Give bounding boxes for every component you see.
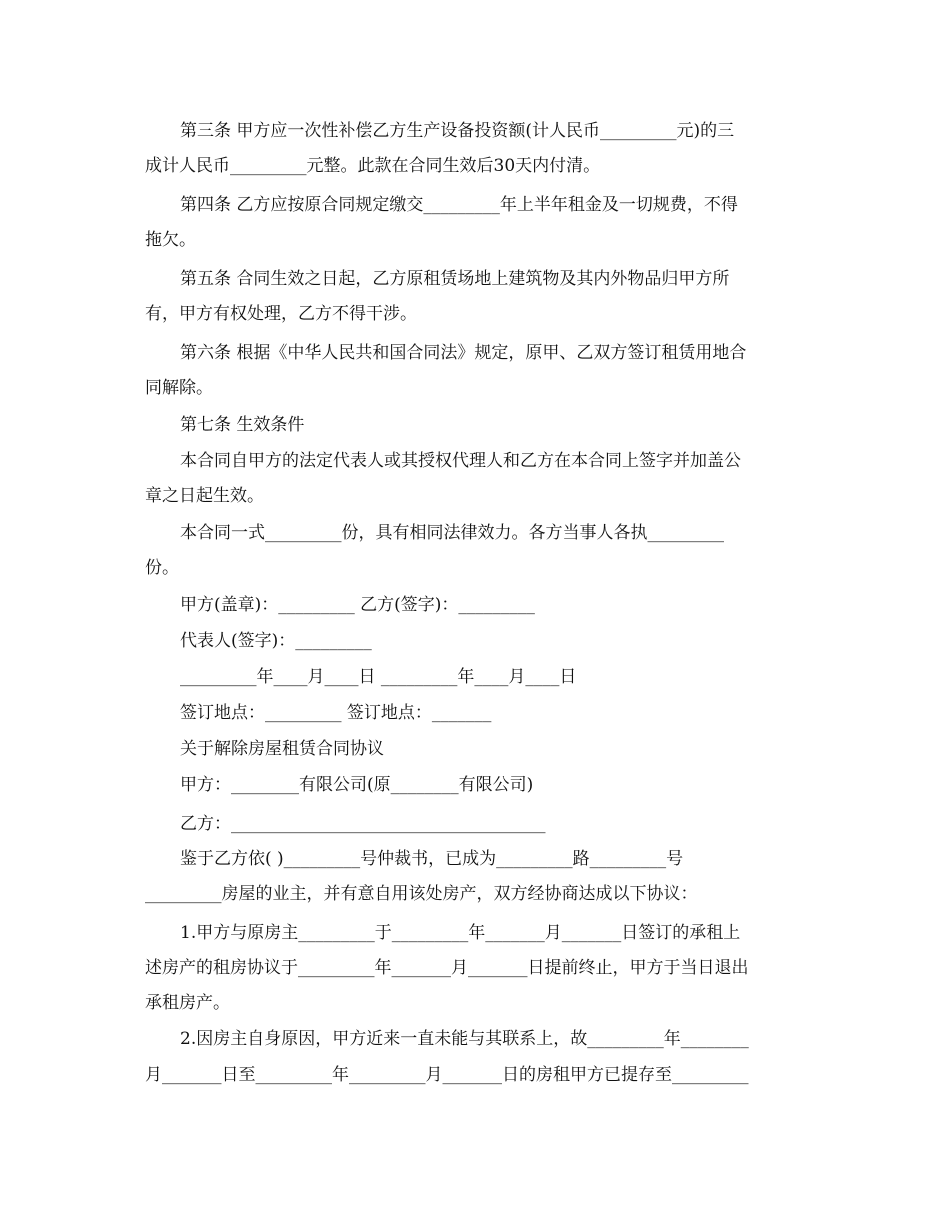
recital-line-1 — [0, 844, 950, 874]
copies-line-2 — [0, 553, 950, 583]
article-3-line-1 — [0, 116, 950, 146]
text-line: 第七条 生效条件 — [180, 415, 305, 435]
recital-line-2 — [0, 879, 950, 909]
text-line: 月_______日至_________年_________月_______日的房租甲方已提存至_________ — [145, 1065, 749, 1085]
text-line: 甲方(盖章)：_________ 乙方(签字)：_________ — [180, 595, 535, 615]
text-line: 鉴于乙方依( )_________号仲裁书，已成为_________路_________号 — [180, 849, 684, 869]
effect-condition-line-2 — [0, 481, 950, 511]
text-line: 签订地点：_________ 签订地点：_______ — [180, 703, 492, 723]
text-line: 拖欠。 — [145, 230, 196, 250]
text-line: 2.因房主自身原因，甲方近来一直未能与其联系上，故_________年________ — [180, 1029, 749, 1049]
article-4-line-2 — [0, 225, 950, 255]
signature-date-line — [0, 662, 950, 692]
text-line: 有，甲方有权处理，乙方不得干涉。 — [145, 304, 417, 324]
article-4-line-1 — [0, 190, 950, 220]
text-line: 份。 — [145, 558, 179, 578]
text-line: 关于解除房屋租赁合同协议 — [180, 739, 384, 759]
article-3-line-2 — [0, 151, 950, 181]
article-5-line-2 — [0, 299, 950, 329]
text-line: _________年____月____日 _________年____月____日 — [180, 667, 577, 687]
clause-1-line-3 — [0, 988, 950, 1018]
article-6-line-1 — [0, 338, 950, 368]
signing-place-line — [0, 698, 950, 728]
text-line: 第五条 合同生效之日起，乙方原租赁场地上建筑物及其内外物品归甲方所 — [180, 269, 730, 289]
copies-line-1 — [0, 518, 950, 548]
article-5-line-1 — [0, 264, 950, 294]
text-line: 第六条 根据《中华人民共和国合同法》规定，原甲、乙双方签订租赁用地合 — [180, 343, 747, 363]
text-line: 同解除。 — [145, 378, 213, 398]
text-line: 本合同一式_________份，具有相同法律效力。各方当事人各执_________ — [180, 523, 724, 543]
text-line: 成计人民币_________元整。此款在合同生效后30天内付清。 — [145, 156, 601, 176]
clause-2-line-2 — [0, 1060, 950, 1090]
signature-line-2 — [0, 626, 950, 656]
clause-1-line-1 — [0, 918, 950, 948]
text-line: 章之日起生效。 — [145, 486, 264, 506]
text-line: 甲方：________有限公司(原________有限公司) — [180, 775, 534, 795]
text-line: _________房屋的业主，并有意自用该处房产，双方经协商达成以下协议： — [145, 884, 698, 904]
party-a-line — [0, 770, 950, 800]
signature-line-1 — [0, 590, 950, 620]
clause-1-line-2 — [0, 953, 950, 983]
text-line: 承租房产。 — [145, 993, 230, 1013]
text-line: 1.甲方与原房主_________于_________年_______月_______日签订的承租上 — [180, 923, 741, 943]
text-line: 第三条 甲方应一次性补偿乙方生产设备投资额(计人民币_________元)的三 — [180, 121, 735, 141]
text-line: 述房产的租房协议于_________年_______月_______日提前终止，甲方于当日退出 — [145, 958, 749, 978]
clause-2-line-1 — [0, 1024, 950, 1054]
agreement-title — [0, 734, 950, 764]
text-line: 第四条 乙方应按原合同规定缴交_________年上半年租金及一切规费，不得 — [180, 195, 738, 215]
article-7-heading — [0, 410, 950, 440]
effect-condition-line-1 — [0, 446, 950, 476]
text-line: 代表人(签字)：_________ — [180, 631, 372, 651]
text-line: 乙方：_____________________________________ — [180, 814, 546, 834]
text-line: 本合同自甲方的法定代表人或其授权代理人和乙方在本合同上签字并加盖公 — [180, 451, 741, 471]
article-6-line-2 — [0, 373, 950, 403]
party-b-line — [0, 809, 950, 839]
